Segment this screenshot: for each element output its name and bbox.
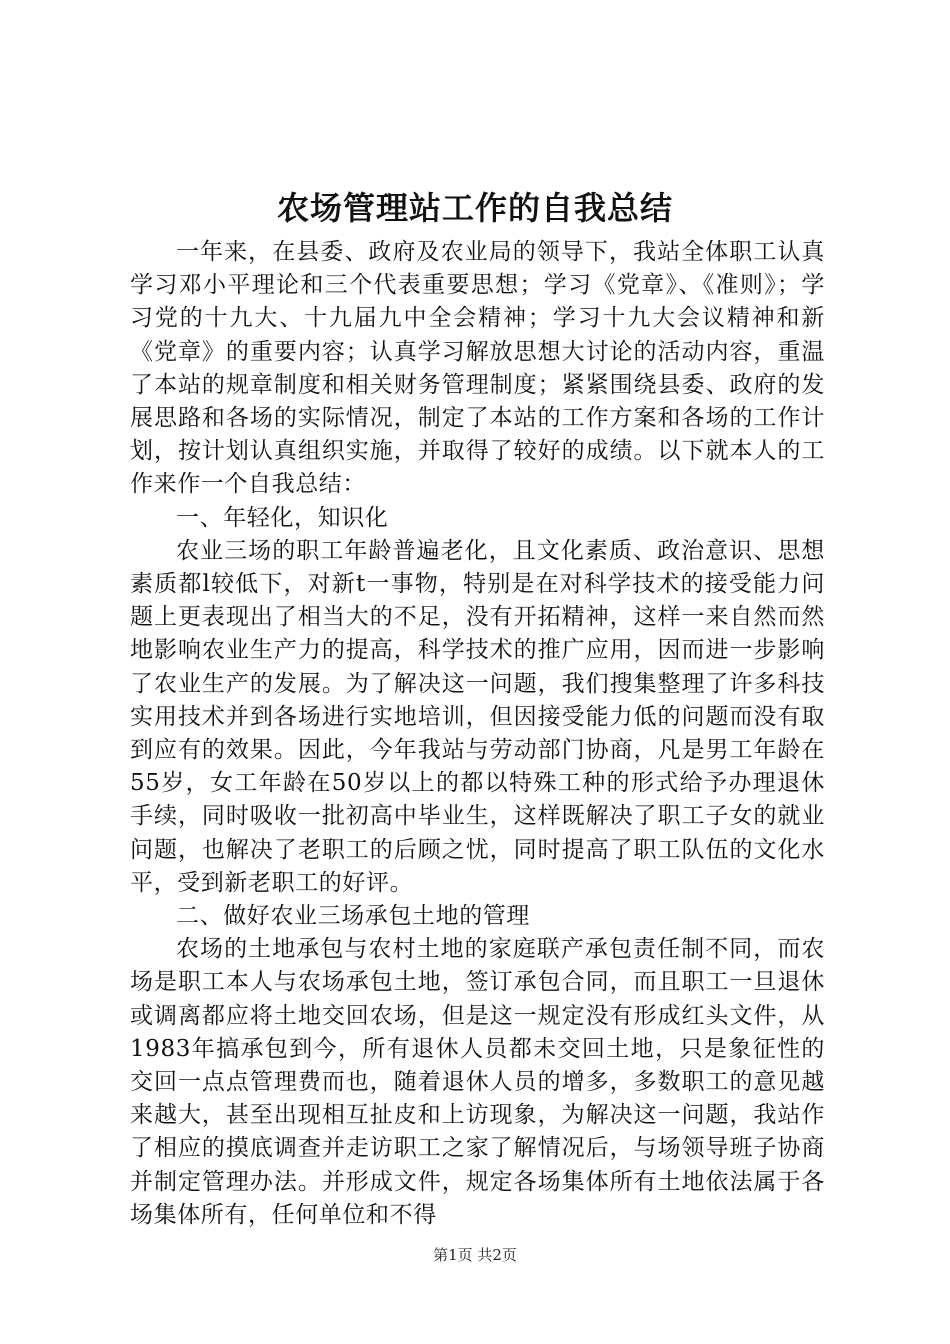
document-body — [130, 236, 825, 1232]
paragraph-section-1: 农业三场的职工年龄普遍老化，且文化素质、政治意识、思想素质都l较低下，对新t一事物，特别是在对科学技术的接受能力问题上更表现出了相当大的不足，没有开拓精神，这样一来自然而然地影响农业生产力的提高，科学技术的推广应用，因而进一步影响了农业生产的发展。为了解决这一问题，我们搜集整理了许多科技实用技术并到各场进行实地培训，但因接受能力低的问题而没有取到应有的效果。因此，今年我站与劳动部门协商，凡是男工年龄在55岁，女工年龄在50岁以上的都以特殊工种的形式给予办理退休手续，同时吸收一批初高中毕业生，这样既解决了职工子女的就业问题，也解决了老职工的后顾之忧，同时提高了职工队伍的文化水平，受到新老职工的好评。 — [130, 537, 825, 896]
page-number-footer: 第1页 共2页 — [433, 1246, 517, 1264]
paragraph-intro: 一年来，在县委、政府及农业局的领导下，我站全体职工认真学习邓小平理论和三个代表重要思想；学习《党章》、《准则》；学习党的十九大、十九届九中全会精神；学习十九大会议精神和新《党章》的重要内容；认真学习解放思想大讨论的活动内容，重温了本站的规章制度和相关财务管理制度；紧紧围绕县委、政府的发展思路和各场的实际情况，制定了本站的工作方案和各场的工作计划，按计划认真组织实施，并取得了较好的成绩。以下就本人的工作来作一个自我总结： — [130, 239, 825, 498]
paragraph-section-2: 农场的土地承包与农村土地的家庭联产承包责任制不同，而农场是职工本人与农场承包土地，签订承包合同，而且职工一旦退休或调离都应将土地交回农场，但是这一规定没有形成红头文件，从1983年搞承包到今，所有退休人员都未交回土地，只是象征性的交回一点点管理费而也，随着退休人员的增多，多数职工的意见越来越大，甚至出现相互扯皮和上访现象，为解决这一问题，我站作了相应的摸底调查并走访职工之家了解情况后，与场领导班子协商并制定管理办法。并形成文件，规定各场集体所有土地依法属于各场集体所有，任何单位和不得 — [130, 936, 825, 1228]
section-heading-2: 二、做好农业三场承包土地的管理 — [176, 903, 530, 930]
section-heading-1: 一、年轻化，知识化 — [176, 504, 389, 531]
document-title: 农场管理站工作的自我总结 — [276, 189, 673, 227]
